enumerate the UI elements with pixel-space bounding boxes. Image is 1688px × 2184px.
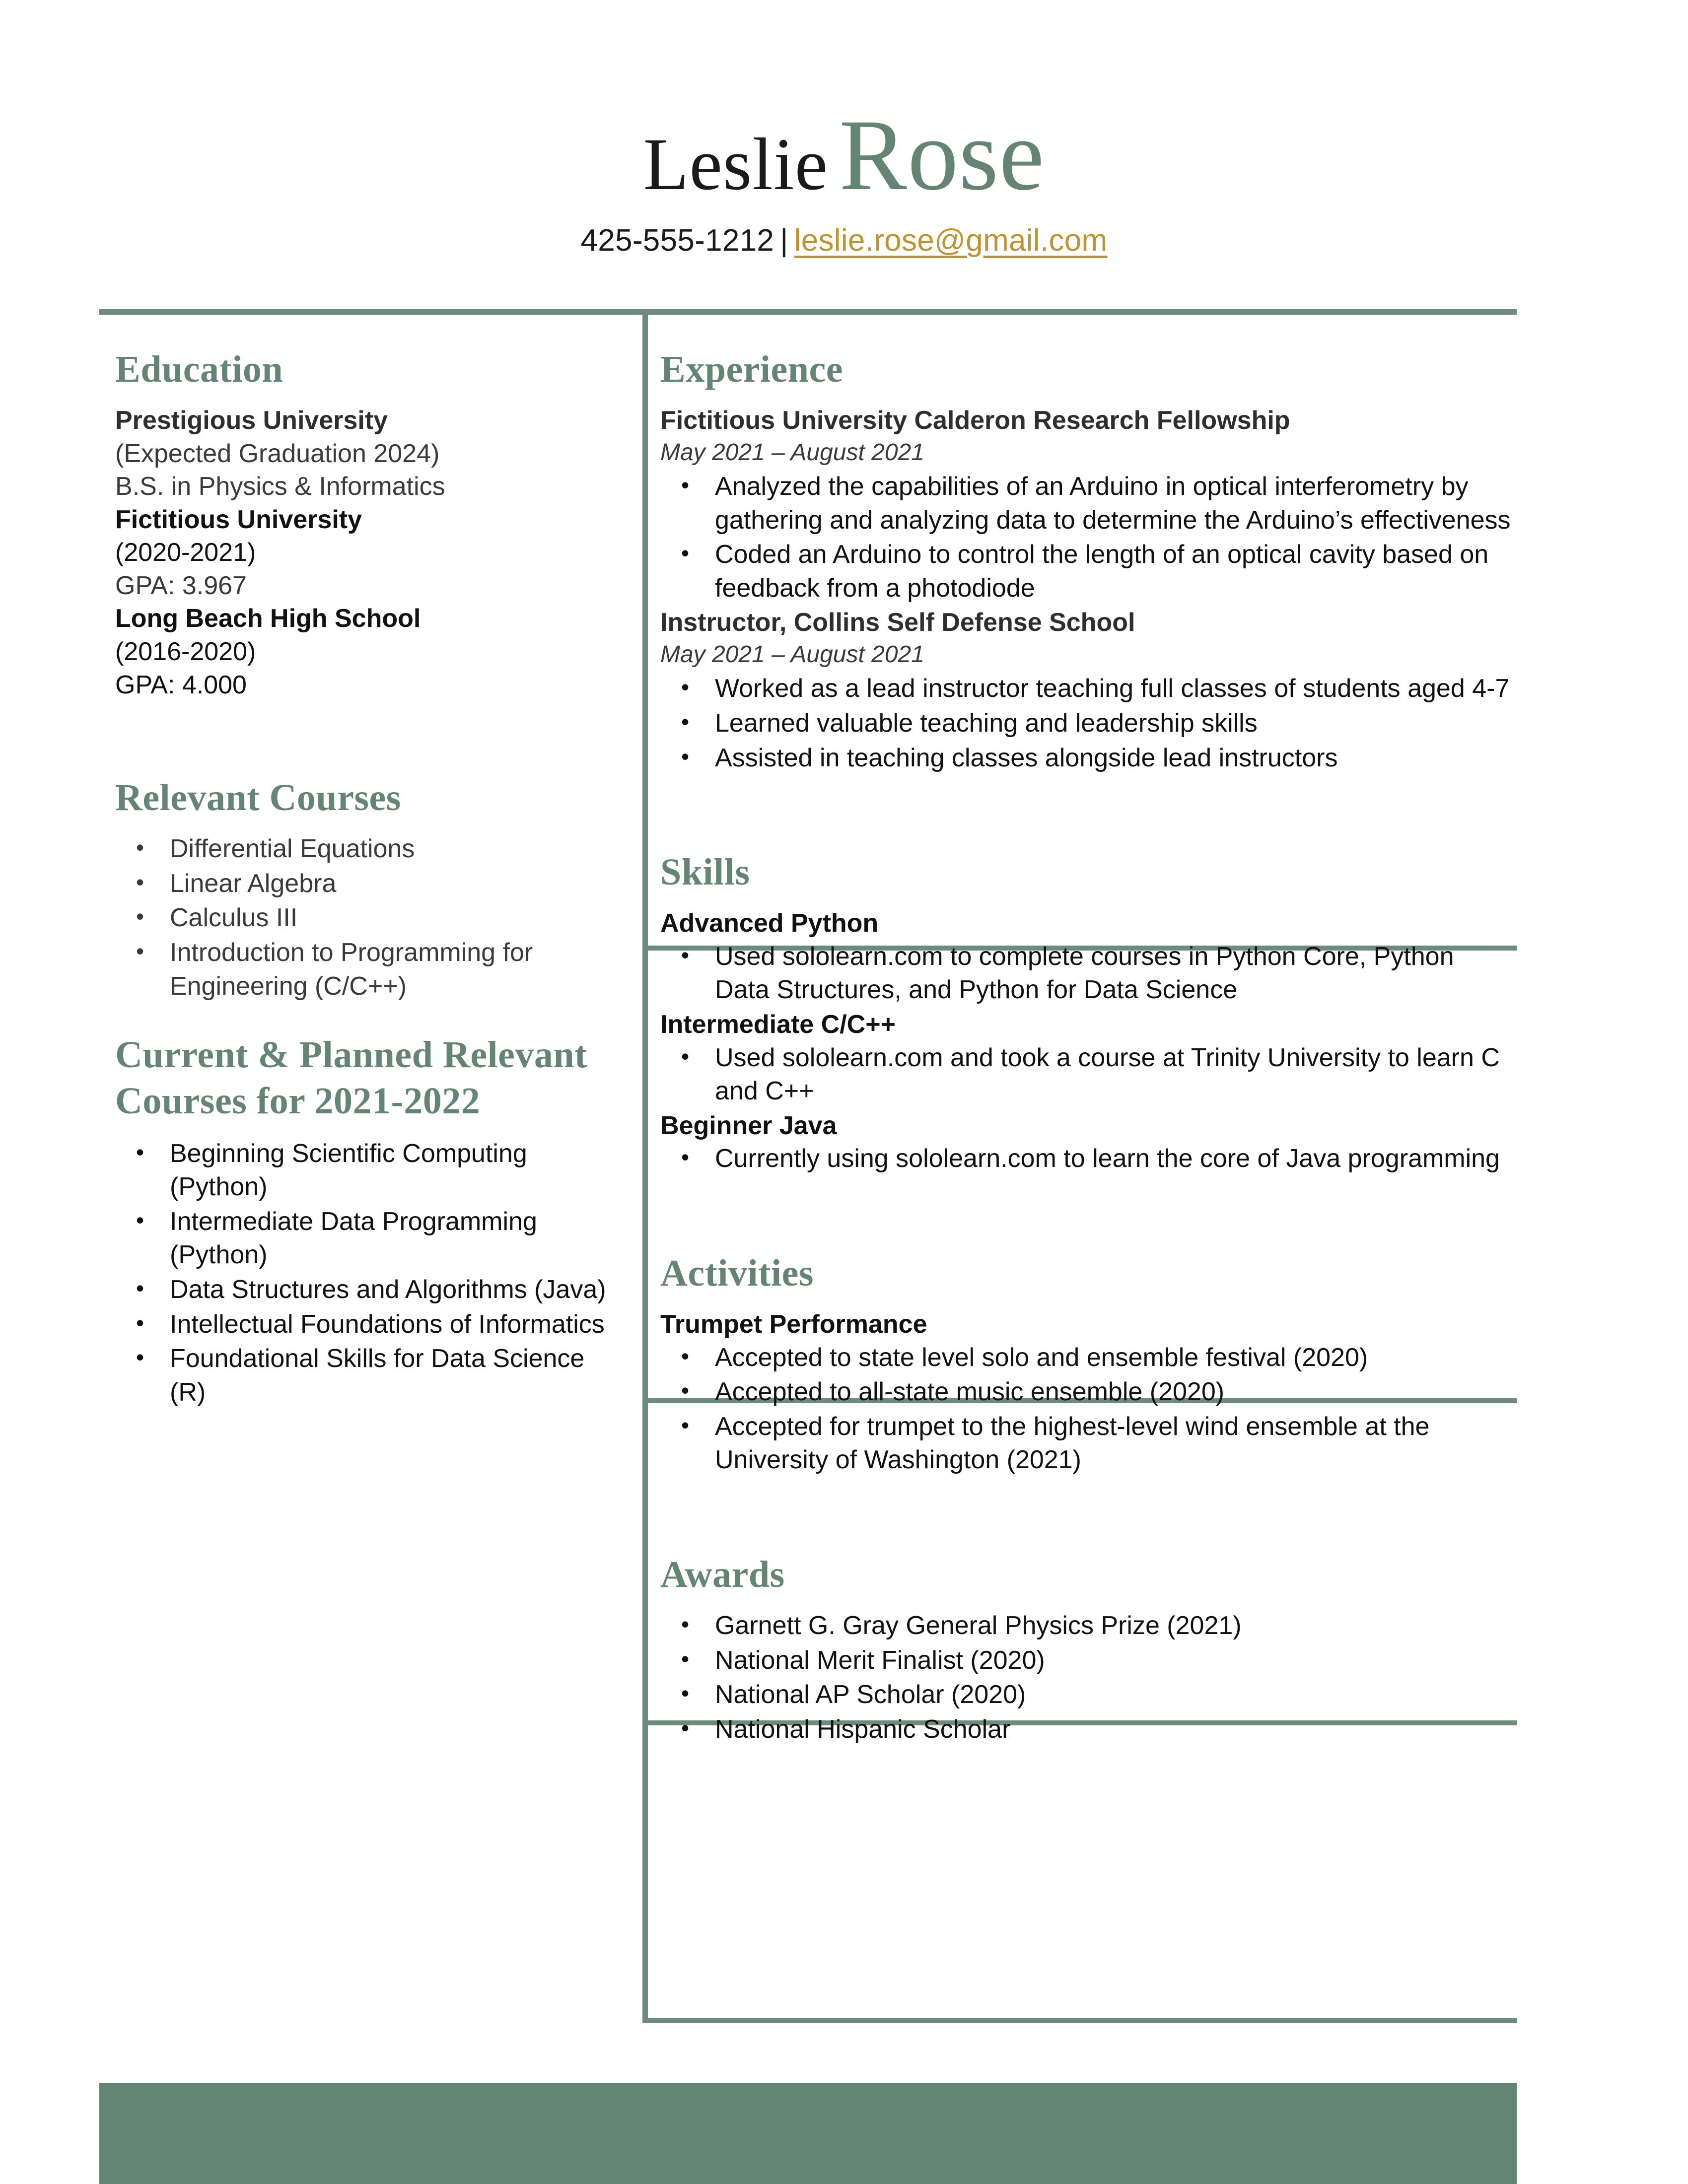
list-item: • Foundational Skills for Data Science (R) [115,1342,617,1409]
activity-bullets [660,1341,1514,1477]
education-heading: Education [115,348,283,390]
education-detail: B.S. in Physics & Informatics [115,472,445,501]
footer-bar [99,2083,1517,2184]
activity-label: Trumpet Performance [660,1310,927,1339]
experience-entry [660,404,1514,605]
activity-group [660,1308,1514,1477]
education-institution: Fictitious University [115,505,362,534]
experience-bullets [660,470,1514,605]
experience-dates: May 2021 – August 2021 [660,641,924,668]
section-planned-courses [115,1032,617,1409]
experience-entry [660,606,1514,775]
list-item: • Garnett G. Gray General Physics Prize (2021) [660,1609,1514,1643]
awards-heading: Awards [660,1554,785,1596]
skill-bullets [660,940,1514,1007]
skill-level: Advanced Python [660,909,879,938]
list-item: • Worked as a lead instructor teaching full classes of students aged 4-7 [660,672,1514,706]
education-entry [115,602,617,701]
list-item: • National AP Scholar (2020) [660,1678,1514,1712]
list-item: • National Hispanic Scholar [660,1713,1514,1747]
relevant-courses-heading: Relevant Courses [115,777,401,819]
education-institution: Long Beach High School [115,604,421,633]
list-item: • Linear Algebra [115,867,617,901]
list-item: • Accepted for trumpet to the highest-level wind ensemble at the University of Washington (2021) [660,1410,1514,1477]
list-item: • Used sololearn.com to complete courses in Python Core, Python Data Structures, and Python for Data Science [660,940,1514,1007]
section-awards [660,1553,1514,1747]
skill-group [660,1008,1514,1108]
list-item: • Intellectual Foundations of Informatics [115,1308,617,1342]
list-item: • Currently using sololearn.com to learn the core of Java programming [660,1142,1514,1176]
awards-list [660,1609,1514,1746]
section-relevant-courses [115,776,617,1003]
experience-heading: Experience [660,348,844,390]
email-link[interactable]: leslie.rose@gmail.com [794,223,1108,258]
list-item: • Accepted to state level solo and ensemble festival (2020) [660,1341,1514,1375]
section-divider-bottom [642,2018,1517,2023]
left-column [115,347,617,1410]
list-item: • Differential Equations [115,832,617,866]
right-column [660,347,1514,1748]
list-item: • National Merit Finalist (2020) [660,1644,1514,1678]
list-item: • Intermediate Data Programming (Python) [115,1205,617,1272]
experience-dates: May 2021 – August 2021 [660,439,924,466]
relevant-courses-list [115,832,617,1003]
skill-bullets [660,1041,1514,1108]
column-divider [642,315,648,2023]
resume-header [0,0,1688,258]
list-item: • Accepted to all-state music ensemble (2020) [660,1375,1514,1409]
education-institution: Prestigious University [115,406,388,435]
skill-level: Intermediate C/C++ [660,1010,896,1039]
experience-bullets [660,672,1514,775]
education-detail: GPA: 4.000 [115,670,247,699]
list-item: • Calculus III [115,901,617,935]
section-experience [660,347,1514,775]
last-name: Rose [839,99,1045,211]
full-name [0,99,1688,211]
first-name: Leslie [643,123,829,205]
skill-group [660,1109,1514,1176]
experience-title: Instructor, Collins Self Defense School [660,608,1135,637]
education-entry [115,404,617,503]
skill-group [660,907,1514,1007]
education-detail: GPA: 3.967 [115,571,247,600]
list-item: • Coded an Arduino to control the length of an optical cavity based on feedback from a photodiode [660,538,1514,605]
planned-courses-heading: Current & Planned Relevant Courses for 2021-2022 [115,1034,587,1122]
section-skills [660,850,1514,1176]
section-activities [660,1251,1514,1477]
education-entry [115,503,617,603]
contact-separator: | [780,223,788,258]
planned-courses-list [115,1137,617,1410]
header-rule [99,309,1517,315]
education-detail: (Expected Graduation 2024) [115,439,440,468]
contact-line [0,223,1688,258]
skill-level: Beginner Java [660,1111,837,1140]
phone-number: 425-555-1212 [580,223,774,258]
activities-heading: Activities [660,1252,814,1294]
education-detail: (2016-2020) [115,637,256,666]
section-education [115,347,617,701]
skill-bullets [660,1142,1514,1176]
list-item: • Analyzed the capabilities of an Arduino in optical interferometry by gathering and analyzing data to determine the Arduino’s effectiveness [660,470,1514,537]
list-item: • Used sololearn.com and took a course at Trinity University to learn C and C++ [660,1041,1514,1108]
list-item: • Beginning Scientific Computing (Python) [115,1137,617,1204]
list-item: • Assisted in teaching classes alongside lead instructors [660,742,1514,775]
education-detail: (2020-2021) [115,538,256,567]
list-item: • Learned valuable teaching and leadership skills [660,707,1514,741]
list-item: • Data Structures and Algorithms (Java) [115,1273,617,1307]
experience-title: Fictitious University Calderon Research Fellowship [660,406,1290,435]
list-item: • Introduction to Programming for Engineering (C/C++) [115,936,617,1003]
skills-heading: Skills [660,851,750,893]
